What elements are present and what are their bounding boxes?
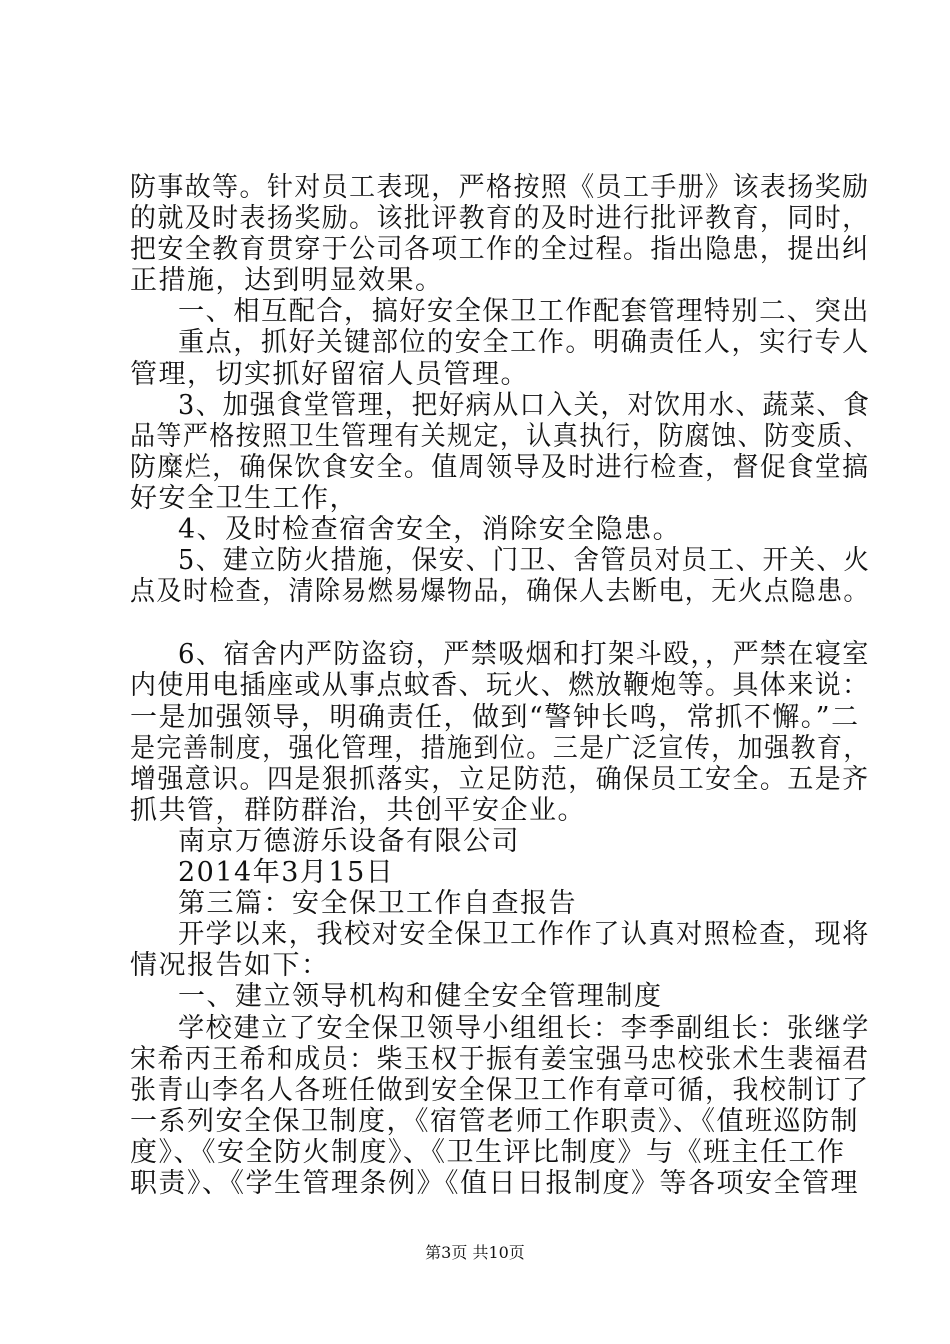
paragraph-line: 职责》、《学生管理条例》《值日日报制度》等各项安全管理 [130, 1168, 859, 1199]
paragraph-line: 防糜烂，确保饮食安全。值周领导及时进行检查，督促食堂搞 [130, 452, 870, 483]
paragraph-line: 开学以来，我校对安全保卫工作作了认真对照检查，现将 [178, 919, 870, 950]
paragraph-line: 抓共管，群防群治，共创平安企业。 [130, 795, 586, 826]
paragraph-line: 学校建立了安全保卫领导小组组长：李季副组长：张继学 [178, 1013, 870, 1044]
paragraph-line: 管理，切实抓好留宿人员管理。 [130, 359, 529, 390]
paragraph-line: 度》、《安全防火制度》、《卫生评比制度》与《班主任工作 [130, 1137, 846, 1168]
paragraph-line: 把安全教育贯穿于公司各项工作的全过程。指出隐患，提出纠 [130, 234, 870, 265]
paragraph-line: 一、相互配合，搞好安全保卫工作配套管理特别二、突出 [178, 296, 870, 327]
paragraph-line: 5、建立防火措施，保安、门卫、舍管员对员工、开关、火 [178, 545, 871, 576]
paragraph-line: 一系列安全保卫制度，《宿管老师工作职责》、《值班巡防制 [130, 1106, 859, 1137]
paragraph-line: 一是加强领导，明确责任，做到“警钟长鸣，常抓不懈。”二 [130, 702, 860, 733]
paragraph-line: 是完善制度，强化管理，措施到位。三是广泛宣传，加强教育， [130, 733, 870, 764]
paragraph-line: 重点，抓好关键部位的安全工作。明确责任人，实行专人 [178, 327, 870, 358]
paragraph-line: 6、宿舍内严防盗窃，严禁吸烟和打架斗殴，，严禁在寝室 [178, 639, 870, 670]
paragraph-line: 防事故等。针对员工表现，严格按照《员工手册》该表扬奖励 [130, 172, 870, 203]
paragraph-line: 增强意识。四是狠抓落实，立足防范，确保员工安全。五是齐 [130, 764, 870, 795]
paragraph-line: 张青山李名人各班任做到安全保卫工作有章可循，我校制订了 [130, 1075, 870, 1106]
section-heading: 第三篇：安全保卫工作自查报告 [178, 888, 577, 919]
paragraph-line: 点及时检查，清除易燃易爆物品，确保人去断电，无火点隐患。 [130, 576, 870, 607]
paragraph-line: 3、加强食堂管理，把好病从口入关，对饮用水、蔬菜、食 [178, 390, 871, 421]
page-footer: 第3页 共10页 [425, 1243, 525, 1262]
paragraph-line: 品等严格按照卫生管理有关规定，认真执行，防腐蚀、防变质、 [130, 421, 870, 452]
paragraph-line: 的就及时表扬奖励。该批评教育的及时进行批评教育，同时， [130, 203, 870, 234]
paragraph-line: 宋希丙王希和成员：柴玉权于振有姜宝强马忠校张术生裴福君 [130, 1044, 870, 1075]
signature-company: 南京万德游乐设备有限公司 [178, 826, 520, 857]
paragraph-line: 内使用电插座或从事点蚊香、玩火、燃放鞭炮等。具体来说： [130, 670, 870, 701]
paragraph-line: 正措施，达到明显效果。 [130, 265, 444, 296]
signature-date: 2014年3月15日 [178, 857, 395, 888]
paragraph-line: 好安全卫生工作， [130, 483, 358, 514]
subsection-heading: 一、建立领导机构和健全安全管理制度 [178, 981, 663, 1012]
paragraph-line: 情况报告如下： [130, 950, 330, 981]
paragraph-line: 4、及时检查宿舍安全，消除安全隐患。 [178, 514, 682, 545]
